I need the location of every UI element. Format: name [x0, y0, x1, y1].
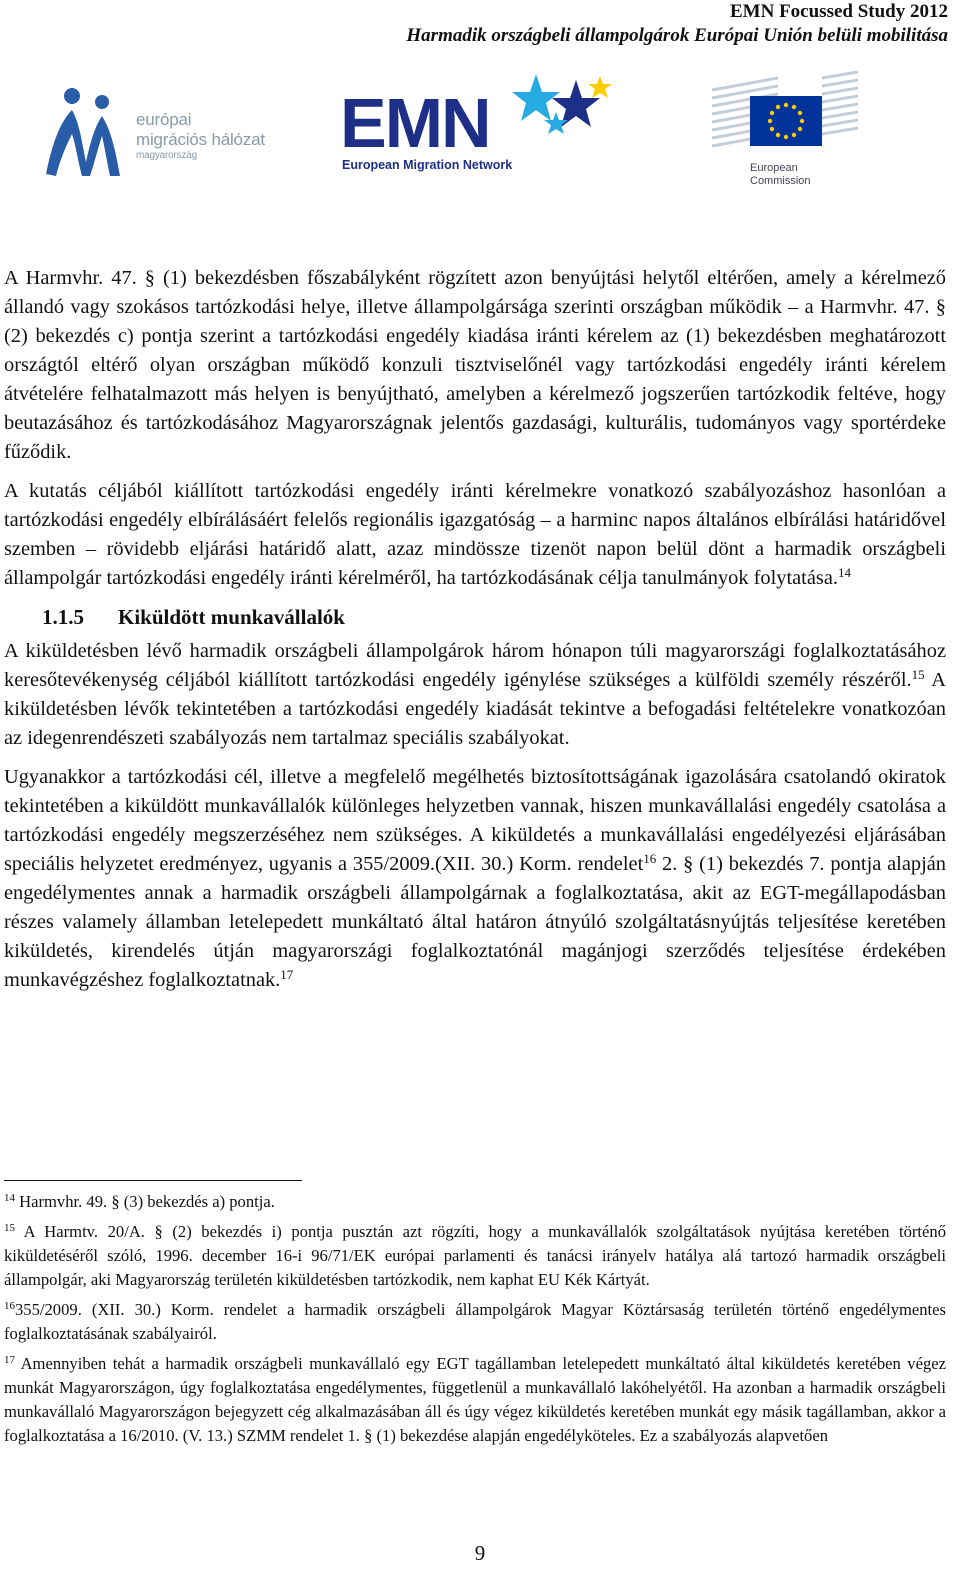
footnotes [4, 1190, 946, 1454]
ec-logo [708, 70, 898, 200]
ec-building-icon [708, 70, 868, 160]
footnote-16 [4, 1298, 946, 1346]
emh-logo [36, 84, 276, 184]
footnote-ref-16[interactable]: 16 [643, 851, 657, 866]
footnote-15 [4, 1220, 946, 1292]
ec-wordmark [750, 162, 811, 188]
emh-line2: migrációs hálózat [136, 130, 265, 149]
footnote-14-number: 14 [4, 1192, 15, 1204]
footnote-14-text: Harmvhr. 49. § (3) bekezdés a) pontja. [15, 1192, 275, 1211]
footnote-ref-14[interactable]: 14 [838, 565, 851, 580]
footnote-17-number: 17 [4, 1354, 15, 1366]
paragraph-2 [4, 477, 946, 593]
paragraph-4 [4, 763, 946, 995]
footnote-15-number: 15 [4, 1222, 15, 1234]
paragraph-4-text-a: Ugyanakkor a tartózkodási cél, illetve a megfelelő megélhetés biztosítottságának igazolására csatolandó okiratok tekintetében a kiküldött munkavállalók különleges helyzetben vannak, hiszen munkavállalási engedély csatolása a tartózkodási engedély megszerzéséhez nem szükséges. A kiküldetés a munkavállalási engedélyezési eljárásában speciális helyzetet eredményez, ugyanis a 355/2009.(XII. 30.) Korm. rendelet [4, 766, 946, 875]
section-title: Kiküldött munkavállalók [118, 605, 345, 629]
header-subtitle: Harmadik országbeli állampolgárok Európai Unión belüli mobilitása [406, 25, 948, 46]
emn-stars-icon [508, 72, 618, 142]
footnote-divider [4, 1180, 302, 1181]
paragraph-2-text: A kutatás céljából kiállított tartózkodási engedély iránti kérelmekre vonatkozó szabályozáshoz hasonlóan a tartózkodási engedély elbírálásáért felelős regionális igazgatóság – a harminc napos általános elbírálási határidővel szemben – rövidebb eljárási határidő alatt, azaz mindössze tizenöt napon belül dönt a harmadik országbeli állampolgár tartózkodási engedély iránti kérelméről, ha tartózkodásának célja tanulmányok folytatása. [4, 480, 946, 589]
footnote-17-text: Amennyiben tehát a harmadik országbeli munkavállaló egy EGT tagállamban letelepedett munkáltató által kiküldetés keretében végez munkát Magyarországon, úgy foglalkoztatása engedélymentes, függetlenül a munkavállaló lakóhelyétől. Ha azonban a harmadik országbeli munkavállaló Magyarországon bejegyzett cég alkalmazásában áll és úgy végez kiküldetés keretében munkát egy másik tagállamban, akkor a foglalkoztatása a 16/2010. (V. 13.) SZMM rendelet 1. § (1) bekezdése alapján engedélyköteles. Ez a szabályozás alapvetően [4, 1354, 946, 1445]
emn-tagline: European Migration Network [342, 158, 513, 172]
main-content [4, 264, 946, 1005]
emn-wordmark: EMN [340, 84, 490, 162]
paragraph-1: A Harmvhr. 47. § (1) bekezdésben főszabályként rögzített azon benyújtási helytől eltérően, amely a kérelmező állandó vagy szokásos tartózkodási helye, illetve állampolgársága szerinti országban működik – a Harmvhr. 47. § (2) bekezdés c) pontja szerint a tartózkodási engedély kiadása iránti kérelem az (1) bekezdésben meghatározott országtól eltérő olyan országban működő konzuli tisztviselőnél vagy tartózkodási engedély iránti kérelem átvételére felhatalmazott más helyen is benyújtható, amelyben a kérelmező jogszerűen tartózkodik feltéve, hogy beutazásához és tartózkodásához Magyarországnak jelentős gazdasági, kulturális, tudományos vagy sportérdeke fűződik. [4, 267, 946, 463]
footnote-14 [4, 1190, 946, 1214]
emn-logo [340, 70, 630, 180]
ec-line1: European [750, 162, 798, 174]
emh-figures-icon [36, 84, 136, 184]
header-study: EMN Focussed Study 2012 [730, 1, 948, 22]
emh-wordmark [136, 110, 265, 162]
footnote-15-text: A Harmtv. 20/A. § (2) bekezdés i) pontja pusztán azt rögzíti, hogy a munkavállalók szolgáltatások nyújtása keretében történő kiküldetéséről szóló, 1996. december 16-i 96/71/EK európai parlamenti és tanácsi irányelv hatálya alá tartozó harmadik országbeli állampolgár, aki Magyarország területén kiküldetésben tartózkodik, nem kaphat EU Kék Kártyát. [4, 1222, 946, 1289]
section-heading [42, 603, 946, 631]
footnote-16-text: 355/2009. (XII. 30.) Korm. rendelet a harmadik országbeli állampolgárok Magyar Köztársaság területén történő engedélymentes foglalkoztatásának szabályairól. [4, 1300, 946, 1343]
footnote-ref-15[interactable]: 15 [911, 667, 925, 682]
logo-row [0, 70, 960, 210]
footnote-17 [4, 1352, 946, 1448]
section-number: 1.1.5 [42, 605, 84, 629]
emh-line1: európai [136, 110, 192, 129]
emh-line3: magyarország [136, 150, 197, 161]
page-number: 9 [474, 1541, 486, 1565]
ec-line2: Commission [750, 175, 811, 187]
paragraph-3 [4, 637, 946, 753]
paragraph-3-text-b: A kiküldetésben lévők tekintetében a tartózkodási engedély kiadását tekintve a befogadási feltételekre vonatkozóan az idegenrendészeti szabályozás nem tartalmaz speciális szabályokat. [4, 669, 947, 749]
paragraph-4-text-b: 2. § (1) bekezdés 7. pontja alapján engedélymentes annak a harmadik országbeli állampolgárnak a foglalkoztatása, akit az EGT-megállapodásban részes valamely államban letelepedett munkáltató által határon átnyúló szolgáltatásnyújtás teljesítése keretében kiküldetés, kirendelés útján magyarországi foglalkoztatónál magánjogi szerződés teljesítése érdekében munkavégzéshez foglalkoztatnak. [4, 853, 946, 991]
paragraph-3-text-a: A kiküldetésben lévő harmadik országbeli állampolgárok három hónapon túli magyarországi foglalkoztatásához keresőtevékenység céljából kiállított tartózkodási engedély igénylése szükséges a külföldi személy részéről. [4, 640, 946, 691]
footnote-16-number: 16 [4, 1300, 15, 1312]
running-header [406, 0, 948, 48]
footnote-ref-17[interactable]: 17 [280, 967, 294, 982]
